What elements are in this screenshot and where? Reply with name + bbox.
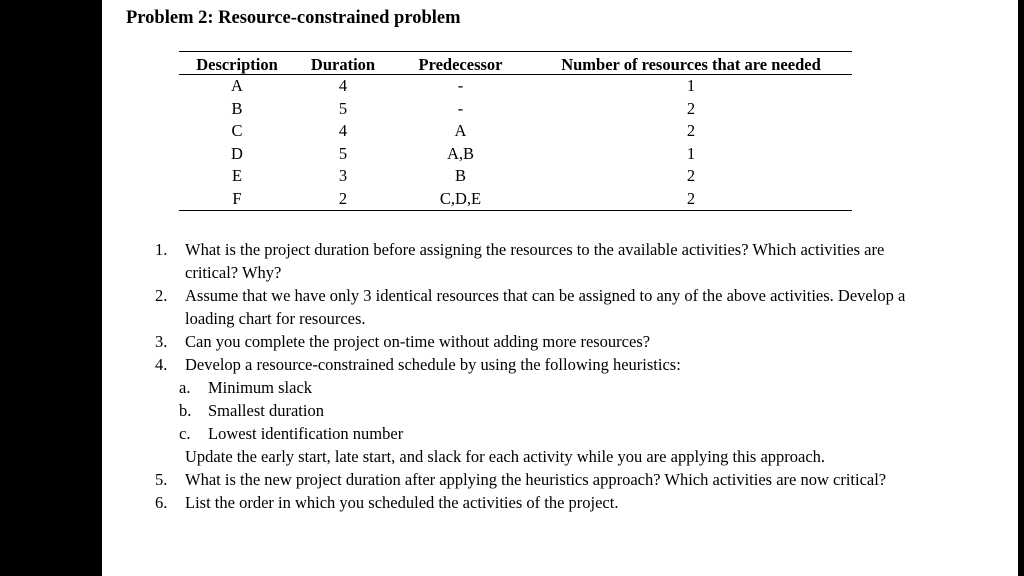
question-text: Can you complete the project on-time without adding more resources? xyxy=(185,332,651,351)
heuristic-text: Lowest identification number xyxy=(208,424,404,443)
cell-resources: 1 xyxy=(686,143,696,163)
question-number: 6. xyxy=(155,493,168,512)
header-resources: Number of resources that are needed xyxy=(561,55,821,74)
cell-predecessor: B xyxy=(454,166,466,185)
question-list xyxy=(149,238,909,514)
table-row xyxy=(179,75,852,98)
cell-resources: 2 xyxy=(686,98,696,118)
question-item xyxy=(149,284,909,330)
table-row xyxy=(179,188,852,211)
table-row xyxy=(179,120,852,143)
cell-duration: 2 xyxy=(338,188,348,208)
question-text: List the order in which you scheduled the activities of the project. xyxy=(185,493,619,512)
cell-resources: 2 xyxy=(686,121,696,140)
activity-table xyxy=(179,51,852,211)
question-item xyxy=(149,468,909,491)
question-4-followup: Update the early start, late start, and slack for each activity while you are applying this approach. xyxy=(185,447,826,466)
question-item xyxy=(149,491,909,514)
question-item xyxy=(149,353,909,376)
table-row xyxy=(179,143,852,166)
table-header-row xyxy=(179,52,852,75)
question-number: 1. xyxy=(155,240,168,259)
cell-duration: 5 xyxy=(338,98,348,118)
cell-description: A xyxy=(231,76,243,95)
heuristic-item xyxy=(149,422,909,445)
heuristic-letter: b. xyxy=(179,401,192,420)
question-text: Assume that we have only 3 identical resources that can be assigned to any of the above activities. Develop a loading chart for resources. xyxy=(185,286,906,328)
heuristic-letter: c. xyxy=(179,424,191,443)
cell-duration: 4 xyxy=(338,76,348,95)
cell-duration: 3 xyxy=(338,166,348,185)
cell-predecessor: A,B xyxy=(446,143,475,163)
question-text: Develop a resource-constrained schedule by using the following heuristics: xyxy=(185,355,681,374)
cell-description: C xyxy=(231,121,243,140)
question-item xyxy=(149,238,909,284)
cell-resources: 2 xyxy=(686,166,696,185)
heuristic-text: Minimum slack xyxy=(208,378,313,397)
problem-title: Problem 2: Resource-constrained problem xyxy=(126,8,461,28)
header-predecessor: Predecessor xyxy=(418,55,503,74)
header-description: Description xyxy=(196,55,278,74)
question-number: 4. xyxy=(155,355,168,374)
header-duration: Duration xyxy=(310,55,376,74)
heuristic-item xyxy=(149,376,909,399)
question-text: What is the project duration before assigning the resources to the available activities? Which activities are critical? Why? xyxy=(185,240,885,282)
table-row xyxy=(179,98,852,121)
question-text: What is the new project duration after applying the heuristics approach? Which activities are now critical? xyxy=(185,470,887,489)
cell-description: B xyxy=(231,98,243,118)
cell-duration: 4 xyxy=(338,121,348,140)
document-page xyxy=(102,0,1018,576)
heuristic-letter: a. xyxy=(179,378,191,397)
question-number: 3. xyxy=(155,332,168,351)
cell-predecessor: - xyxy=(457,76,464,95)
question-number: 5. xyxy=(155,470,168,489)
question-number: 2. xyxy=(155,286,168,305)
heuristic-text: Smallest duration xyxy=(208,401,324,420)
activity-table-container xyxy=(179,51,852,211)
heuristic-item xyxy=(149,399,909,422)
cell-resources: 2 xyxy=(686,188,696,208)
cell-resources: 1 xyxy=(686,76,696,95)
cell-description: F xyxy=(232,188,242,208)
table-row xyxy=(179,165,852,188)
cell-duration: 5 xyxy=(338,143,348,163)
cell-predecessor: - xyxy=(457,98,464,118)
question-item xyxy=(149,330,909,353)
cell-predecessor: A xyxy=(454,121,467,140)
cell-description: D xyxy=(231,143,243,163)
cell-predecessor: C,D,E xyxy=(439,188,482,208)
cell-description: E xyxy=(231,166,243,185)
